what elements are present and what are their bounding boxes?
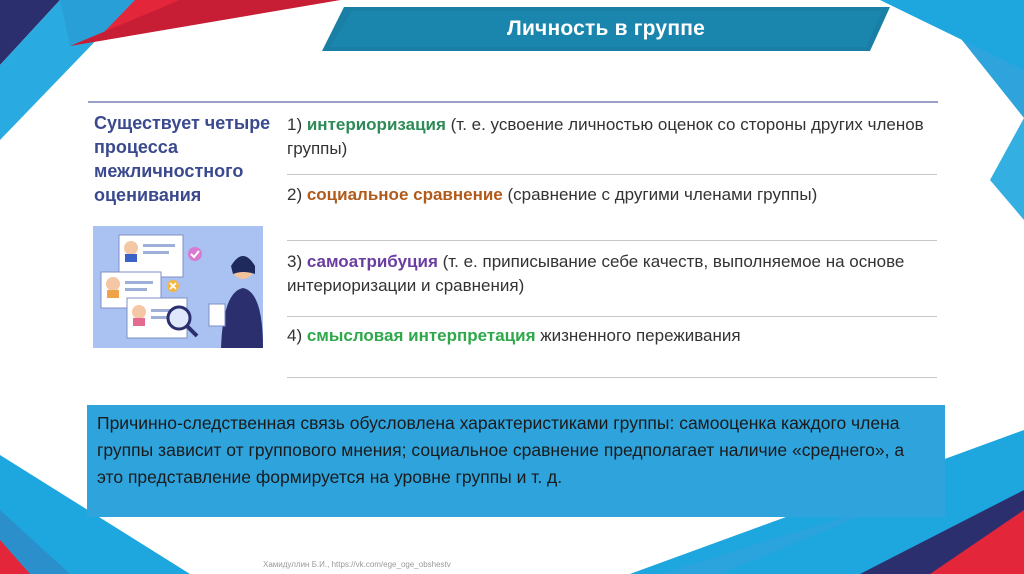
top-divider [88, 101, 938, 103]
conclusion-text: Причинно-следственная связь обусловлена характеристиками группы: самооценка каждого члена группы зависит от группового мнения; социальное сравнение предполагает наличие «среднего», а это представление формируется на уровне группы и т. д. [97, 413, 905, 487]
evaluation-illustration [93, 226, 263, 348]
item-description: жизненного переживания [535, 326, 741, 345]
item-number: 3) [287, 252, 307, 271]
checkmark-icon [188, 247, 202, 261]
page-title: Личность в группе [507, 17, 705, 40]
footer-credit: Хамидуллин Б.И., https://vk.com/ege_oge_obshestv [263, 560, 451, 569]
item-description: (т. е. усвоение личностью оценок со стороны других членов группы) [287, 115, 924, 158]
item-description: (т. е. приписывание себе качеств, выполняемое на основе интериоризации и сравнения) [287, 252, 905, 295]
row-divider [287, 174, 937, 175]
item-keyword: интериоризация [306, 115, 446, 134]
list-item-3 [287, 250, 937, 298]
title-banner [322, 7, 890, 51]
item-number: 2) [287, 185, 307, 204]
item-keyword: социальное сравнение [306, 185, 503, 204]
list-item-4 [287, 324, 937, 348]
item-number: 1) [287, 115, 307, 134]
profile-card-icon [119, 235, 183, 277]
conclusion-box [87, 405, 945, 517]
row-divider [287, 240, 937, 241]
row-divider [287, 316, 937, 317]
item-number: 4) [287, 326, 307, 345]
left-heading: Существует четыре процесса межличностного оценивания [94, 113, 271, 205]
item-description: (сравнение с другими членами группы) [502, 185, 818, 204]
list-item-2 [287, 183, 937, 207]
item-keyword: смысловая интерпретация [306, 326, 536, 345]
row-divider [287, 377, 937, 378]
list-item-1 [287, 113, 937, 161]
item-keyword: самоатрибуция [306, 252, 438, 271]
